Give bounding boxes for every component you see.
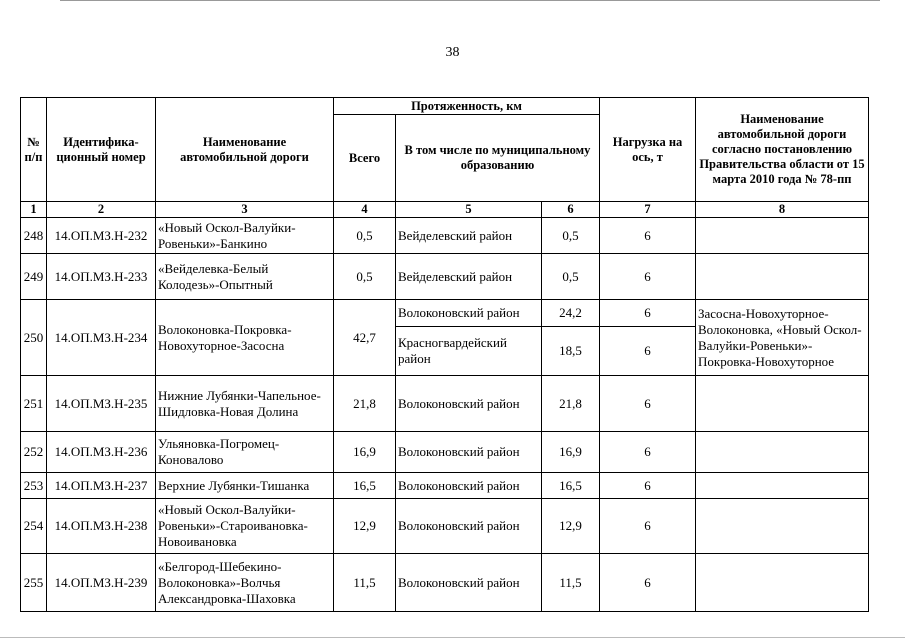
col-index: 1 [21, 202, 47, 218]
row-road-name: «Новый Оскол-Валуйки-Ровеньки»-Банкино [156, 218, 334, 254]
row-decree [696, 554, 869, 612]
column-index-row [21, 202, 869, 218]
row-total: 0,5 [334, 254, 396, 300]
row-district-length: 18,5 [542, 327, 600, 376]
row-district: Волоконовский район [396, 376, 542, 432]
header-decree: Наименование автомобильной дороги согласно постановлению Правительства области от 15 марта 2010 года № 78-пп [696, 98, 869, 202]
row-load: 6 [600, 254, 696, 300]
row-id: 14.ОП.МЗ.Н-236 [47, 432, 156, 473]
row-load: 6 [600, 300, 696, 327]
row-decree [696, 499, 869, 554]
row-road-name: Верхние Лубянки-Тишанка [156, 473, 334, 499]
row-decree [696, 376, 869, 432]
row-num: 254 [21, 499, 47, 554]
roads-table [20, 97, 869, 612]
row-id: 14.ОП.МЗ.Н-238 [47, 499, 156, 554]
row-id: 14.ОП.МЗ.Н-234 [47, 300, 156, 376]
row-load: 6 [600, 376, 696, 432]
page-number: 38 [445, 45, 460, 60]
row-road-name: «Белгород-Шебекино-Волоконовка»-Волчья Александровка-Шаховка [156, 554, 334, 612]
row-district-length: 0,5 [542, 254, 600, 300]
header-row-1 [21, 98, 869, 115]
table-row [21, 376, 869, 432]
row-decree [696, 254, 869, 300]
row-total: 16,5 [334, 473, 396, 499]
row-district-length: 11,5 [542, 554, 600, 612]
row-load: 6 [600, 218, 696, 254]
row-district-length: 24,2 [542, 300, 600, 327]
row-num: 252 [21, 432, 47, 473]
row-num: 250 [21, 300, 47, 376]
table-row [21, 473, 869, 499]
row-decree [696, 218, 869, 254]
row-road-name: Нижние Лубянки-Чапельное-Шидловка-Новая Долина [156, 376, 334, 432]
row-decree [696, 473, 869, 499]
row-district: Красногвардейский район [396, 327, 542, 376]
header-name: Наименование автомобильной дороги [156, 98, 334, 202]
row-road-name: Волоконовка-Покровка-Новохуторное-Засосна [156, 300, 334, 376]
header-ident: Идентифика-ционный номер [47, 98, 156, 202]
row-total: 11,5 [334, 554, 396, 612]
row-num: 255 [21, 554, 47, 612]
col-index: 2 [47, 202, 156, 218]
row-id: 14.ОП.МЗ.Н-233 [47, 254, 156, 300]
row-district: Волоконовский район [396, 473, 542, 499]
table-row [21, 432, 869, 473]
row-decree [696, 432, 869, 473]
row-district-length: 16,9 [542, 432, 600, 473]
table-row [21, 554, 869, 612]
table-row [21, 300, 869, 327]
row-road-name: «Вейделевка-Белый Колодезь»-Опытный [156, 254, 334, 300]
row-district: Волоконовский район [396, 554, 542, 612]
row-total: 42,7 [334, 300, 396, 376]
header-incl: В том числе по муниципальному образованию [396, 115, 600, 202]
row-district: Волоконовский район [396, 432, 542, 473]
bottom-scan-rule [0, 637, 905, 638]
col-index: 5 [396, 202, 542, 218]
row-num: 249 [21, 254, 47, 300]
table-row [21, 499, 869, 554]
row-district: Вейделевский район [396, 218, 542, 254]
row-district-length: 21,8 [542, 376, 600, 432]
col-index: 3 [156, 202, 334, 218]
row-id: 14.ОП.МЗ.Н-237 [47, 473, 156, 499]
row-load: 6 [600, 554, 696, 612]
row-load: 6 [600, 432, 696, 473]
row-num: 251 [21, 376, 47, 432]
row-total: 21,8 [334, 376, 396, 432]
row-id: 14.ОП.МЗ.Н-239 [47, 554, 156, 612]
table-row [21, 218, 869, 254]
row-total: 0,5 [334, 218, 396, 254]
row-district-length: 16,5 [542, 473, 600, 499]
row-district: Волоконовский район [396, 300, 542, 327]
row-id: 14.ОП.МЗ.Н-232 [47, 218, 156, 254]
col-index: 4 [334, 202, 396, 218]
row-district-length: 0,5 [542, 218, 600, 254]
header-load: Нагрузка на ось, т [600, 98, 696, 202]
header-length: Протяженность, км [334, 98, 600, 115]
row-id: 14.ОП.МЗ.Н-235 [47, 376, 156, 432]
row-total: 12,9 [334, 499, 396, 554]
row-decree: Засосна-Новохуторное-Волоконовка, «Новый Оскол-Валуйки-Ровеньки»-Покровка-Новохуторное [696, 300, 869, 376]
row-total: 16,9 [334, 432, 396, 473]
row-road-name: «Новый Оскол-Валуйки-Ровеньки»-Староивановка-Новоивановка [156, 499, 334, 554]
row-num: 248 [21, 218, 47, 254]
top-scan-rule [60, 0, 880, 1]
row-district-length: 12,9 [542, 499, 600, 554]
row-road-name: Ульяновка-Погромец-Коновалово [156, 432, 334, 473]
row-district: Вейделевский район [396, 254, 542, 300]
col-index: 6 [542, 202, 600, 218]
header-num: № п/п [21, 98, 47, 202]
row-load: 6 [600, 499, 696, 554]
row-num: 253 [21, 473, 47, 499]
row-load: 6 [600, 473, 696, 499]
col-index: 8 [696, 202, 869, 218]
col-index: 7 [600, 202, 696, 218]
row-load: 6 [600, 327, 696, 376]
header-total: Всего [334, 115, 396, 202]
table-row [21, 254, 869, 300]
row-district: Волоконовский район [396, 499, 542, 554]
